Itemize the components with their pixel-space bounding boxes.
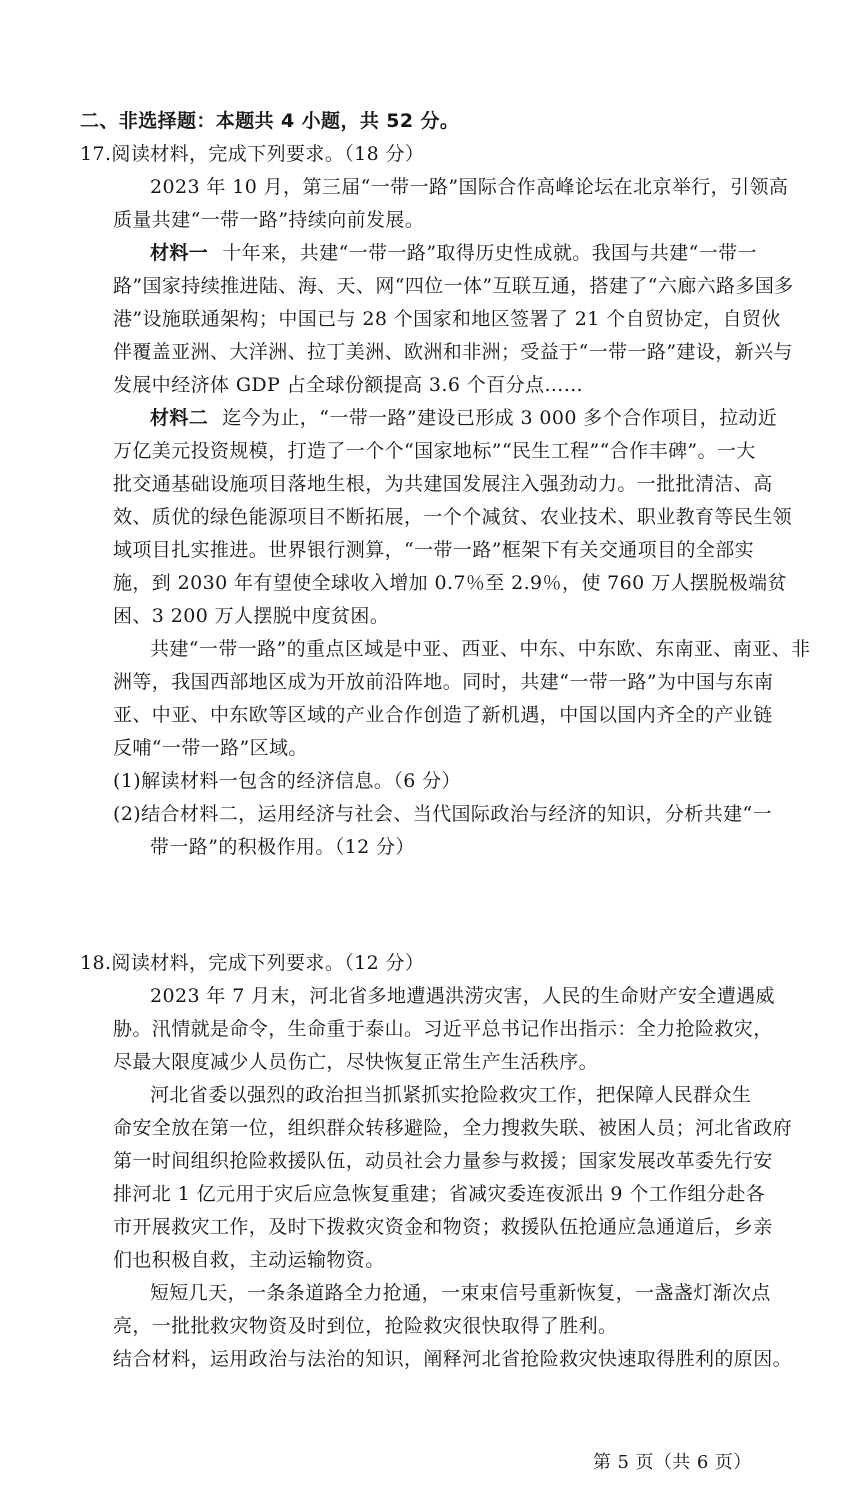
q17-material2-para2-line: 共建“一带一路”的重点区域是中亚、西亚、中东、中东欧、东南亚、南亚、非 — [150, 638, 811, 660]
q17-intro-line: 质量共建“一带一路”持续向前发展。 — [113, 209, 425, 231]
q17-sub-question-1: (1)解读材料一包含的经济信息。（6 分） — [113, 770, 461, 792]
q17-material2-para2-line: 亚、中亚、中东欧等区域的产业合作创造了新机遇，中国以国内齐全的产业链 — [113, 704, 773, 726]
q18-question: 结合材料，运用政治与法治的知识，阐释河北省抢险救灾快速取得胜利的原因。 — [113, 1348, 793, 1370]
material1-label: 材料一 — [150, 242, 209, 264]
q18-para2-line: 市开展救灾工作，及时下拨救灾资金和物资；救援队伍抢通应急通道后，乡亲 — [113, 1216, 773, 1238]
q17-material1-line: 港”设施联通架构；中国已与 28 个国家和地区签署了 21 个自贸协定，自贸伙 — [113, 308, 781, 330]
q17-material2-line: 域项目扎实推进。世界银行测算，“一带一路”框架下有关交通项目的全部实 — [113, 539, 755, 561]
q18-para3-line: 短短几天，一条条道路全力抢通，一束束信号重新恢复，一盏盏灯渐次点 — [150, 1282, 771, 1304]
material2-label: 材料二 — [150, 407, 209, 429]
q18-para1-line: 胁。汛情就是命令，生命重于泰山。习近平总书记作出指示：全力抢险救灾， — [113, 1018, 773, 1040]
q18-para3-line: 亮，一批批救灾物资及时到位，抢险救灾很快取得了胜利。 — [113, 1315, 618, 1337]
q17-title: 17.阅读材料，完成下列要求。（18 分） — [80, 143, 425, 165]
q17-material2-line: 批交通基础设施项目落地生根，为共建国发展注入强劲动力。一批批清洁、高 — [113, 473, 773, 495]
q17-material2-line: 施，到 2030 年有望使全球收入增加 0.7％至 2.9％，使 760 万人摆脱极端贫 — [113, 572, 787, 594]
q18-para2-line: 们也积极自救，主动运输物资。 — [113, 1249, 385, 1271]
q17-material2-text: 迄今为止，“一带一路”建设已形成 3 000 多个合作项目，拉动近 — [222, 407, 778, 429]
q17-material1-first-line — [150, 240, 757, 266]
q17-material2-para2-line: 反哺“一带一路”区域。 — [113, 737, 308, 759]
q18-para1-line: 2023 年 7 月末，河北省多地遭遇洪涝灾害，人民的生命财产安全遭遇威 — [150, 985, 775, 1007]
q18-title: 18.阅读材料，完成下列要求。（12 分） — [80, 952, 425, 974]
q17-material2-line: 困、3 200 万人摆脱中度贫困。 — [113, 605, 390, 627]
q17-material1-text: 十年来，共建“一带一路”取得历史性成就。我国与共建“一带一 — [222, 242, 757, 264]
q17-material1-line: 发展中经济体 GDP 占全球份额提高 3.6 个百分点…… — [113, 374, 584, 396]
section-heading: 二、非选择题：本题共 4 小题，共 52 分。 — [80, 110, 460, 132]
q17-material1-line: 路”国家持续推进陆、海、天、网“四位一体”互联互通，搭建了“六廊六路多国多 — [113, 275, 794, 297]
q17-material2-line: 效、质优的绿色能源项目不断拓展，一个个减贫、农业技术、职业教育等民生领 — [113, 506, 793, 528]
q17-sub-question-2: (2)结合材料二，运用经济与社会、当代国际政治与经济的知识，分析共建“一 — [113, 803, 773, 825]
q17-sub-question-2-cont: 带一路”的积极作用。（12 分） — [150, 836, 415, 858]
q18-para2-line: 命安全放在第一位，组织群众转移避险，全力搜救失联、被困人员；河北省政府 — [113, 1117, 793, 1139]
q17-material2-line: 万亿美元投资规模，打造了一个个“国家地标”“民生工程”“合作丰碑”。一大 — [113, 440, 756, 462]
q17-material2-first-line — [150, 405, 777, 431]
q17-intro-line: 2023 年 10 月，第三届“一带一路”国际合作高峰论坛在北京举行，引领高 — [150, 176, 789, 198]
q18-para2-line: 河北省委以强烈的政治担当抓紧抓实抢险救灾工作，把保障人民群众生 — [150, 1084, 752, 1106]
q18-para1-line: 尽最大限度减少人员伤亡，尽快恢复正常生产生活秩序。 — [113, 1051, 599, 1073]
q18-para2-line: 第一时间组织抢险救援队伍，动员社会力量参与救援；国家发展改革委先行安 — [113, 1150, 773, 1172]
q18-para2-line: 排河北 1 亿元用于灾后应急恢复重建；省减灾委连夜派出 9 个工作组分赴各 — [113, 1183, 766, 1205]
page-footer: 第 5 页（共 6 页） — [593, 1452, 752, 1473]
q17-material2-para2-line: 洲等，我国西部地区成为开放前沿阵地。同时，共建“一带一路”为中国与东南 — [113, 671, 774, 693]
q17-material1-line: 伴覆盖亚洲、大洋洲、拉丁美洲、欧洲和非洲；受益于“一带一路”建设，新兴与 — [113, 341, 793, 363]
